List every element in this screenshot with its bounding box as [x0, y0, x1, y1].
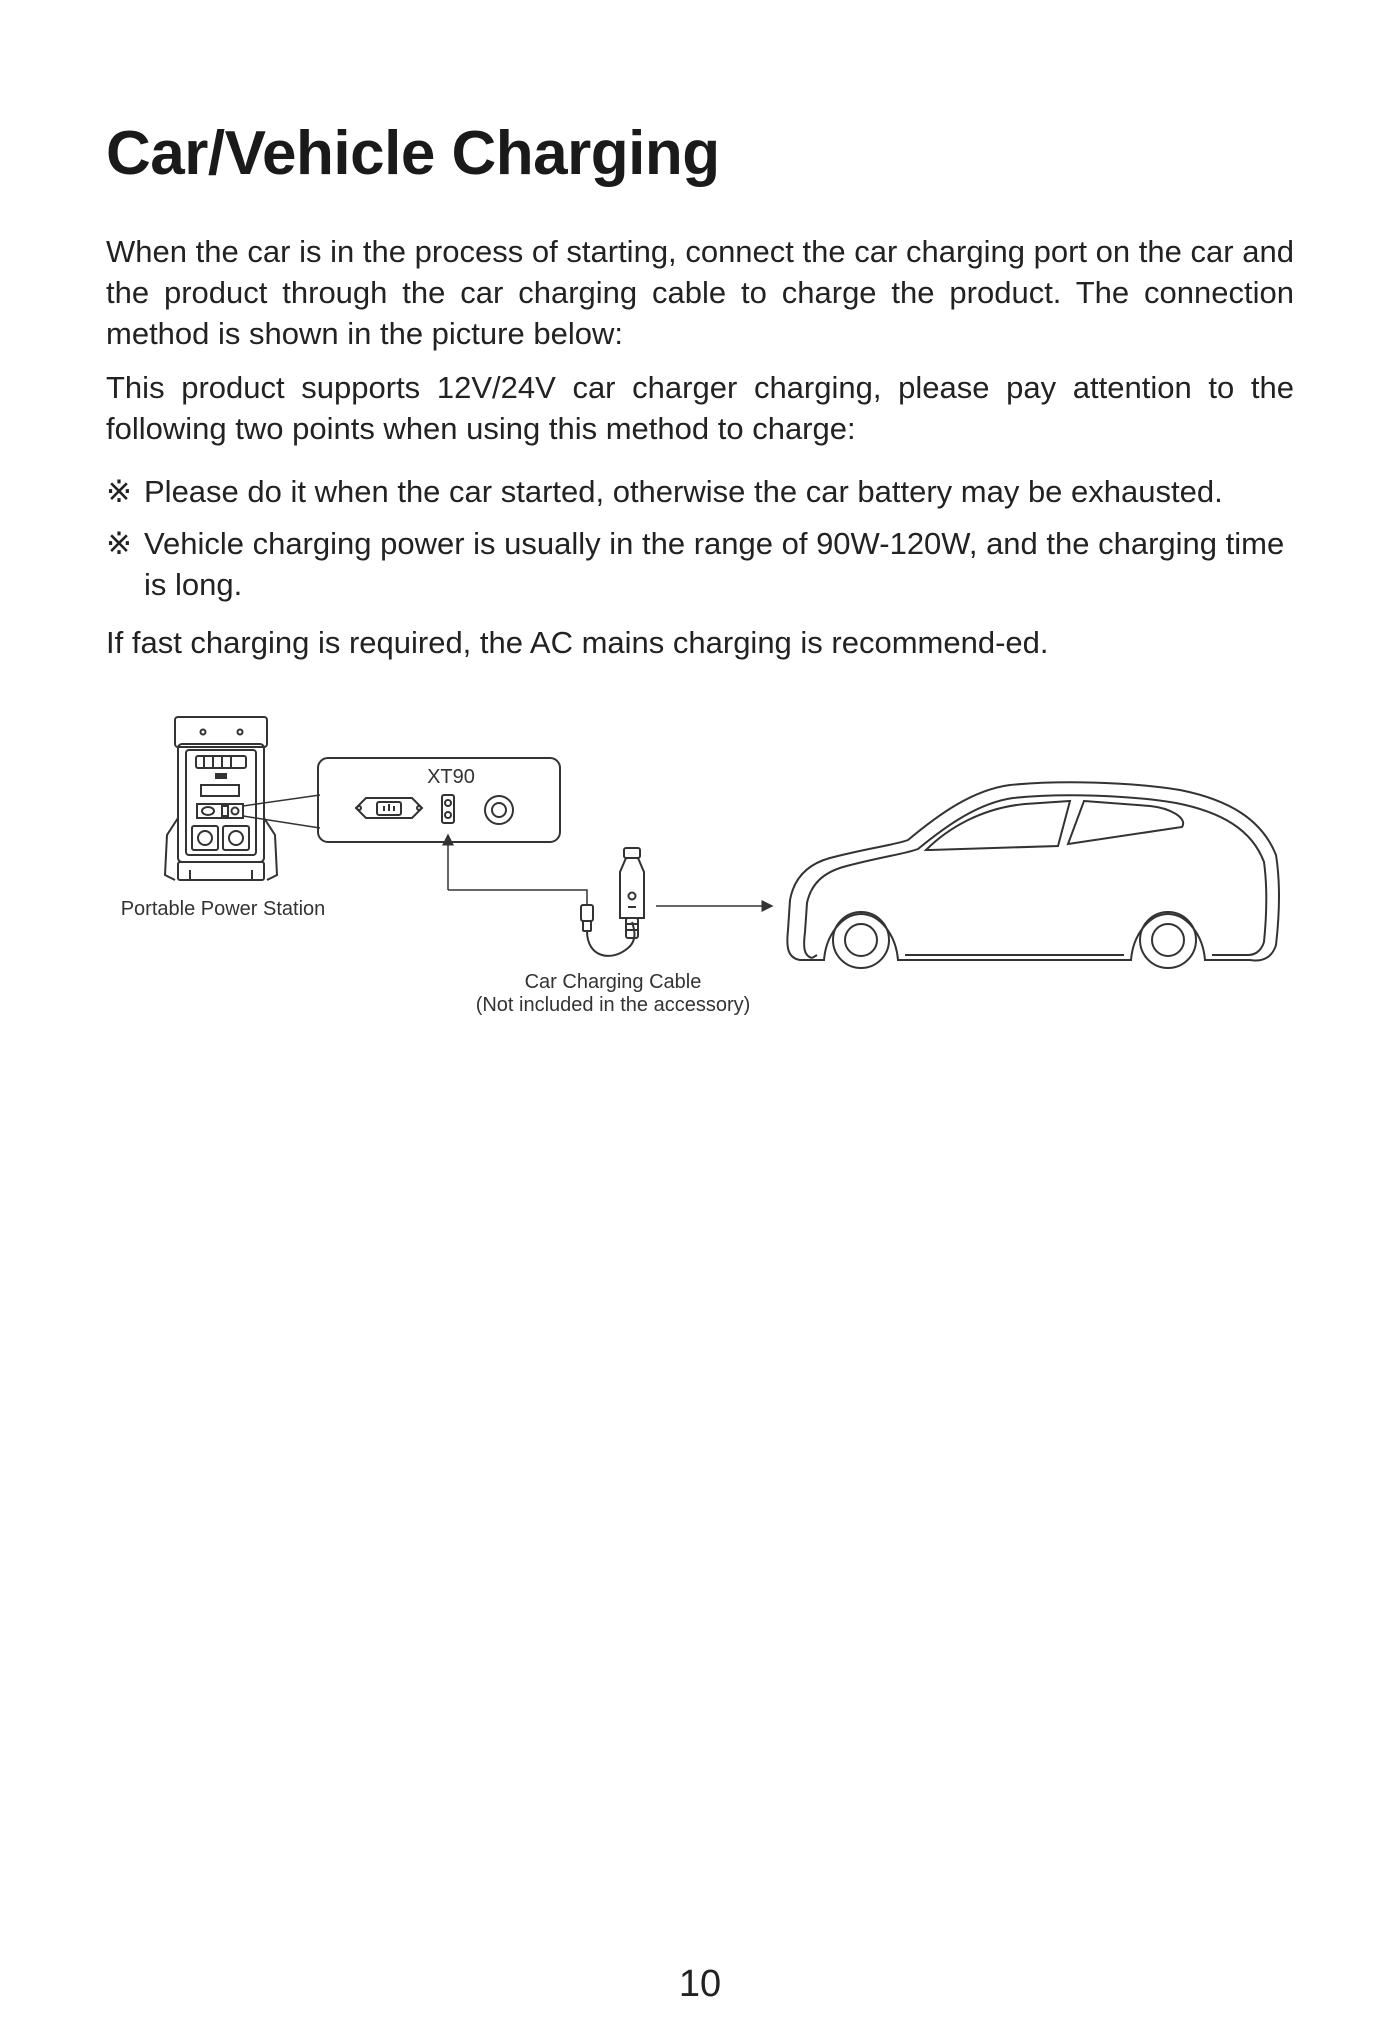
xt90-label: XT90: [427, 766, 475, 788]
power-station-icon: [165, 717, 277, 880]
cable-label: Car Charging Cable: [524, 971, 702, 993]
note-text: Vehicle charging power is usually in the range of 90W-120W, and the charging time is long.: [144, 526, 1285, 602]
page-title: Car/Vehicle Charging: [106, 119, 720, 188]
reference-mark-icon: ※: [106, 474, 132, 509]
cable-note-label: (Not included in the accessory): [475, 994, 751, 1016]
car-charging-cable-icon: [581, 848, 644, 956]
car-icon: [787, 782, 1279, 968]
cable-line: [448, 835, 587, 905]
support-paragraph: This product supports 12V/24V car charger charging, please pay attention to the following two points when using this method to charge:: [106, 370, 1294, 446]
callout-lines: [243, 795, 320, 828]
power-station-label: Portable Power Station: [120, 898, 326, 920]
note-text: Please do it when the car started, otherwise the car battery may be exhausted.: [144, 474, 1223, 509]
fast-charging-paragraph: If fast charging is required, the AC mains charging is recommend-ed.: [106, 625, 1049, 660]
reference-mark-icon: ※: [106, 526, 132, 561]
page-number: 10: [678, 1963, 722, 2005]
intro-paragraph: When the car is in the process of starting, connect the car charging port on the car and the product through the car charging cable to charge the product. The connection method is shown in the picture below:: [106, 234, 1294, 351]
